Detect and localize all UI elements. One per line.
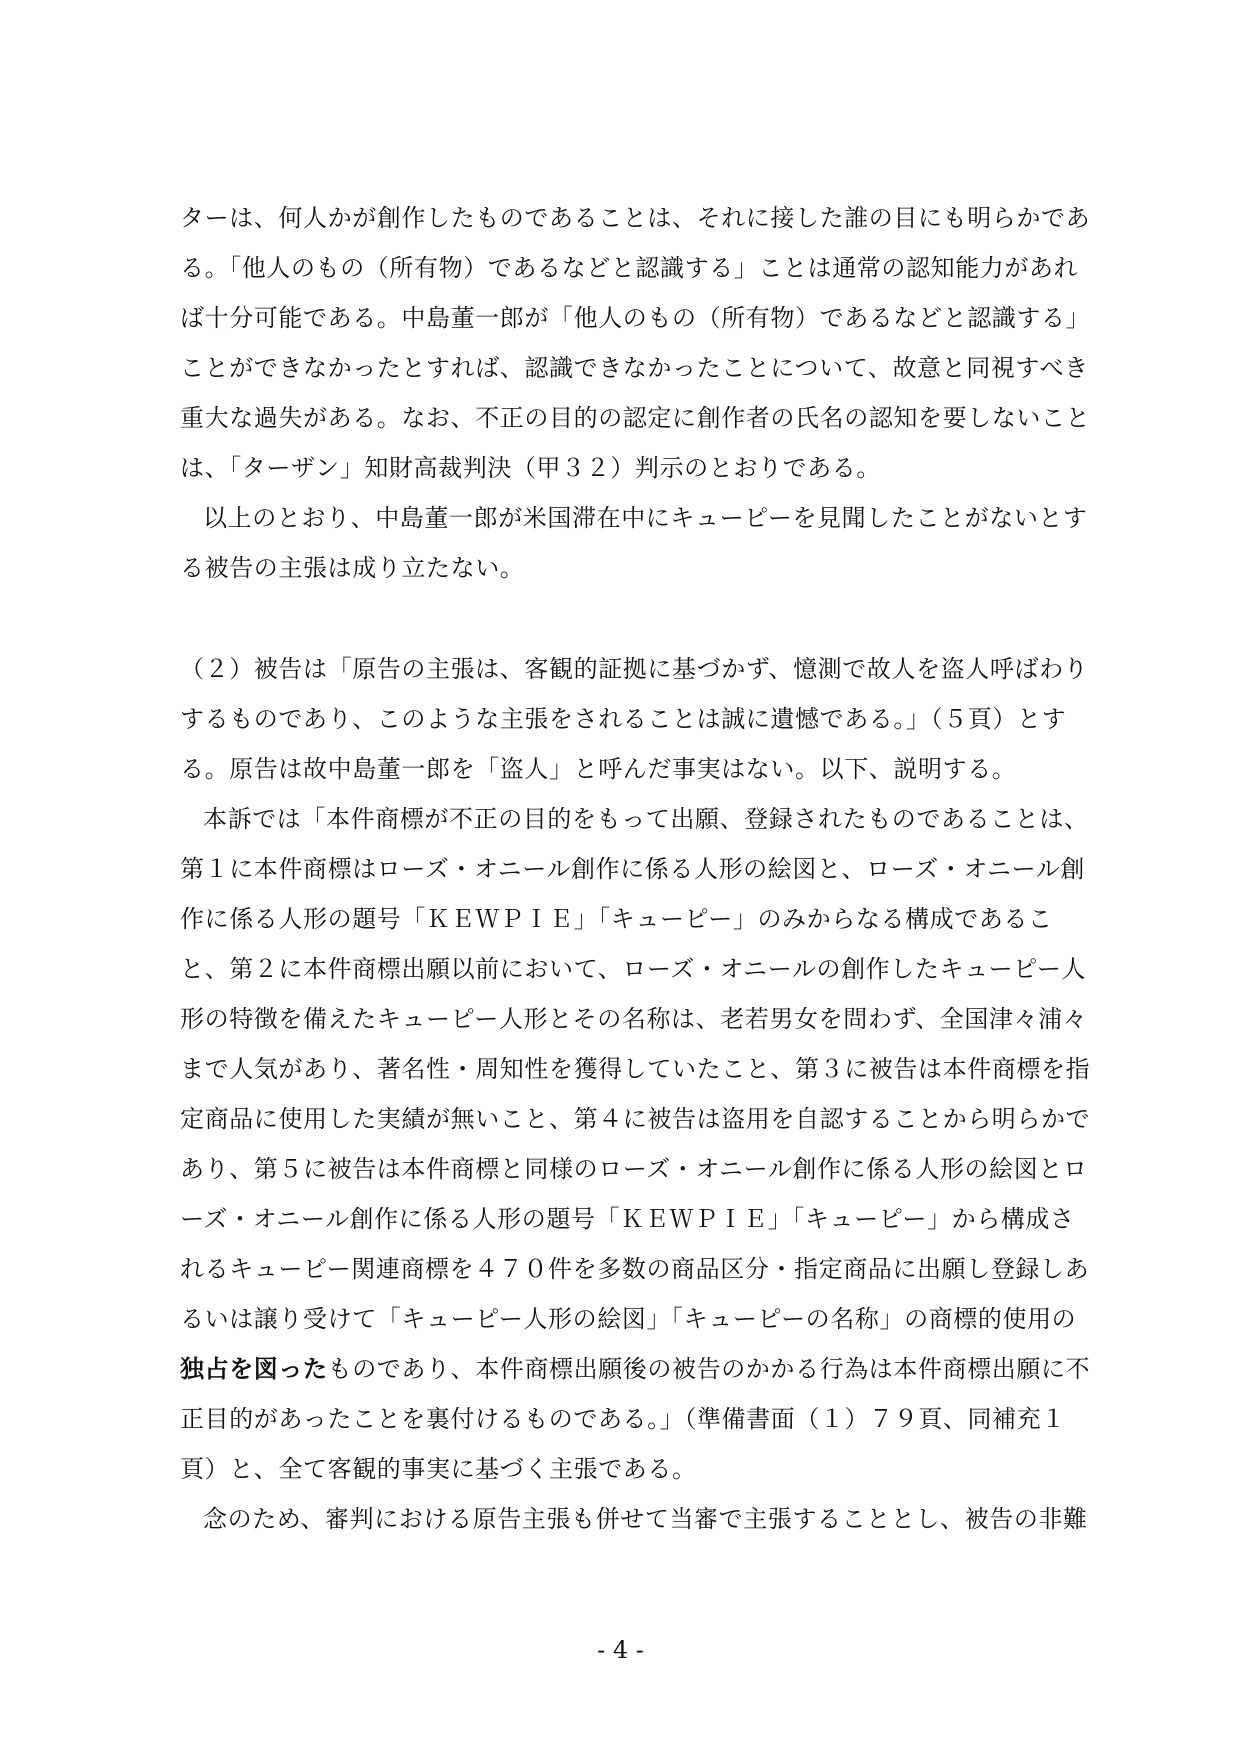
page-number: - 4 - <box>597 1636 644 1664</box>
text-line: ば十分可能である。中島董一郎が「他人のもの（所有物）であるなどと認識する」 <box>180 304 1091 332</box>
text-line: 第１に本件商標はローズ・オニール創作に係る人形の絵図と、ローズ・オニール創 <box>180 855 1085 883</box>
text-line: は、「ターザン」知財高裁判決（甲３２）判示のとおりである。 <box>180 454 881 482</box>
text-line: 以上のとおり、中島董一郎が米国滞在中にキューピーを見聞したことがないとす <box>203 504 1088 532</box>
text-line: 頁）と、全て客観的事実に基づく主張である。 <box>180 1455 697 1483</box>
text-line: る。原告は故中島董一郎を「盗人」と呼んだ事実はない。以下、説明する。 <box>180 755 1017 783</box>
text-line: る被告の主張は成り立たない。 <box>180 554 525 582</box>
text-line: ことができなかったとすれば、認識できなかったことについて、故意と同視すべき <box>180 354 1089 382</box>
text-line: 重大な過失がある。なお、不正の目的の認定に創作者の氏名の認知を要しないこと <box>180 404 1091 432</box>
text-line: ターは、何人かが創作したものであることは、それに接した誰の目にも明らかであ <box>180 204 1091 232</box>
bold-emphasis: 独占を図った <box>180 1354 328 1383</box>
text-line: 正目的があったことを裏付けるものである。」（準備書面（１）７９頁、同補充１ <box>180 1405 1066 1433</box>
text-line: ーズ・オニール創作に係る人形の題号「ＫＥＷＰＩＥ」「キューピー」から構成さ <box>180 1205 1075 1233</box>
text-line: （２）被告は「原告の主張は、客観的証拠に基づかず、憶測で故人を盗人呼ばわり <box>180 655 1089 683</box>
text-segment: ものであり、本件商標出願後の被告のかかる行為は本件商標出願に不 <box>327 1355 1091 1383</box>
text-line: 念のため、審判における原告主張も併せて当審で主張することとし、被告の非難 <box>203 1505 1088 1533</box>
text-line: 作に係る人形の題号「ＫＥＷＰＩＥ」「キューピー」のみからなる構成であるこ <box>180 905 1053 933</box>
text-line: あり、第５に被告は本件商標と同様のローズ・オニール創作に係る人形の絵図とロ <box>180 1155 1088 1183</box>
text-line: するものであり、このような主張をされることは誠に遺憾である。」（５頁）とす <box>180 705 1067 733</box>
text-line: る。「他人のもの（所有物）であるなどと認識する」ことは通常の認知能力があれ <box>180 254 1079 282</box>
text-line <box>180 1354 1110 1384</box>
text-line: るいは譲り受けて「キューピー人形の絵図」「キューピーの名称」の商標的使用の <box>180 1305 1077 1333</box>
text-line: 定商品に使用した実績が無いこと、第４に被告は盗用を自認することから明らかで <box>180 1105 1091 1133</box>
text-line: 本訴では「本件商標が不正の目的をもって出願、登録されたものであることは、 <box>203 805 1089 833</box>
text-line: と、第２に本件商標出願以前において、ローズ・オニールの創作したキューピー人 <box>180 955 1087 983</box>
text-line: まで人気があり、著名性・周知性を獲得していたこと、第３に被告は本件商標を指 <box>180 1055 1091 1083</box>
text-line: 形の特徴を備えたキューピー人形とその名称は、老若男女を問わず、全国津々浦々 <box>180 1005 1088 1033</box>
text-line: れるキューピー関連商標を４７０件を多数の商品区分・指定商品に出願し登録しあ <box>180 1255 1090 1283</box>
